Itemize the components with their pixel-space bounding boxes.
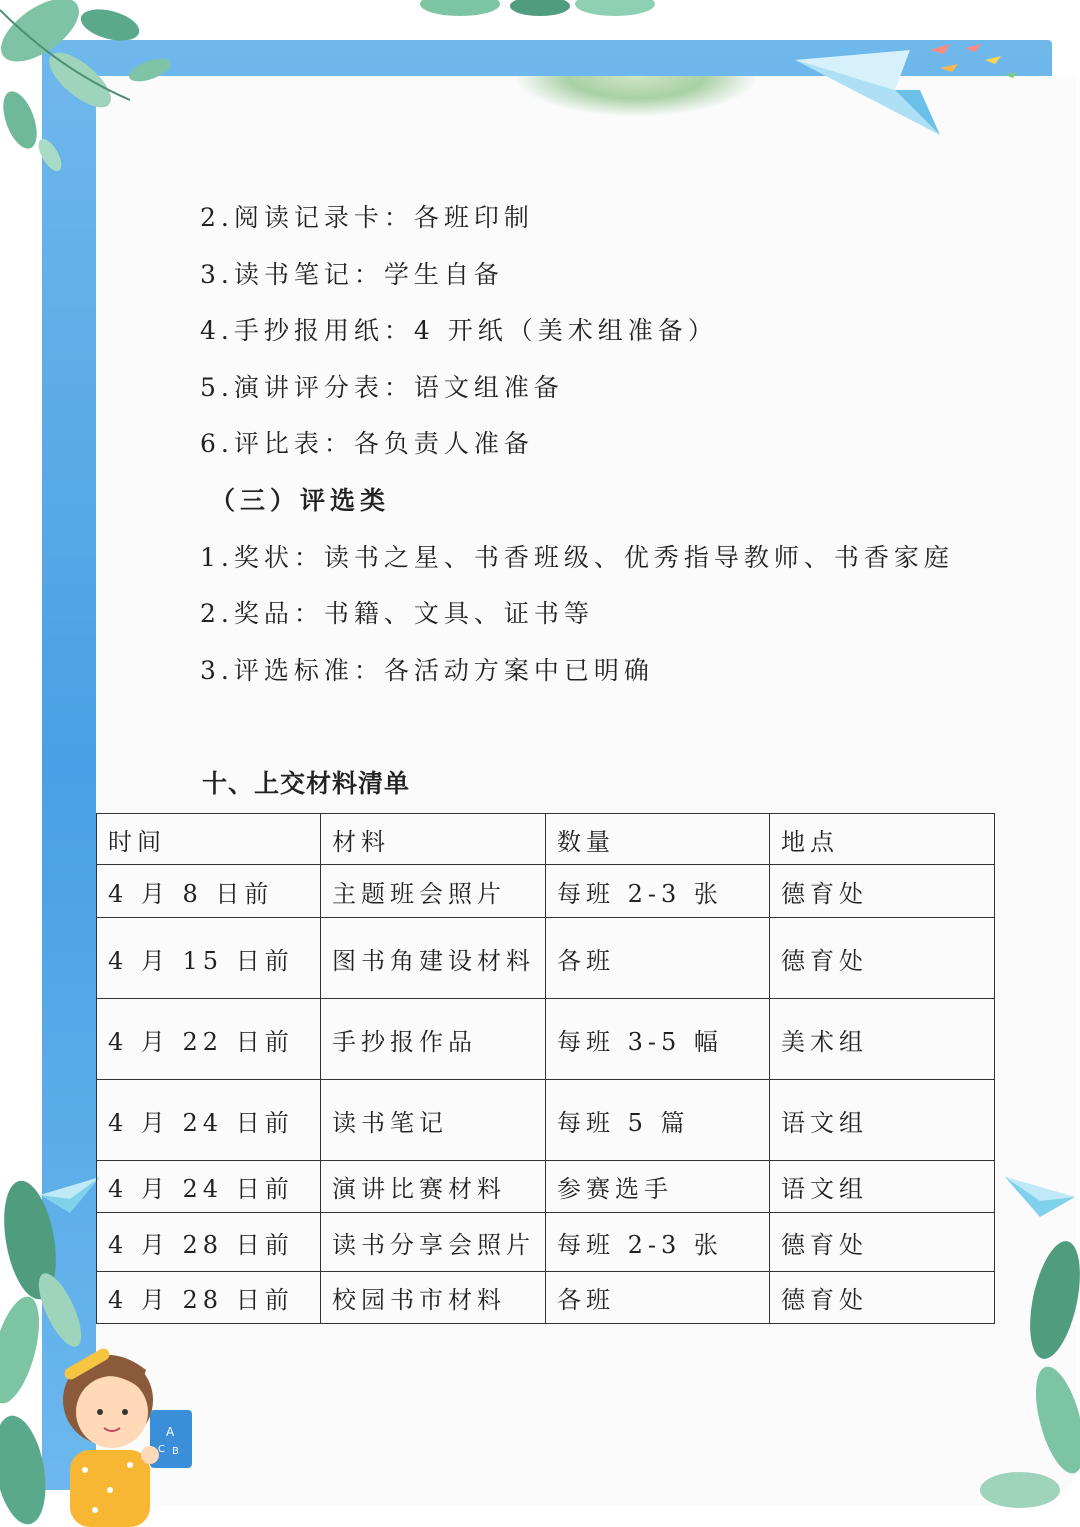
table-cell: 德育处 bbox=[770, 1213, 995, 1272]
table-cell: 演讲比赛材料 bbox=[321, 1161, 546, 1213]
table-cell: 读书分享会照片 bbox=[321, 1213, 546, 1272]
table-cell: 每班 5 篇 bbox=[546, 1080, 770, 1161]
header-cell: 数量 bbox=[546, 814, 770, 865]
text-line: 6.评比表：各负责人准备 bbox=[200, 429, 534, 459]
table-cell: 美术组 bbox=[770, 999, 995, 1080]
table-cell: 每班 3-5 幅 bbox=[546, 999, 770, 1080]
table-row bbox=[97, 1161, 995, 1213]
table-cell: 4 月 8 日前 bbox=[97, 865, 321, 918]
materials-table bbox=[96, 813, 995, 1324]
table-row bbox=[97, 1213, 995, 1272]
leaves-top-center-icon bbox=[420, 0, 660, 40]
table-cell: 图书角建设材料 bbox=[321, 918, 546, 999]
table-row bbox=[97, 999, 995, 1080]
table-row bbox=[97, 1272, 995, 1324]
table-cell: 4 月 24 日前 bbox=[97, 1080, 321, 1161]
table-cell: 手抄报作品 bbox=[321, 999, 546, 1080]
book-letter-c: C bbox=[158, 1444, 165, 1455]
table-cell: 德育处 bbox=[770, 918, 995, 999]
table-row bbox=[97, 865, 995, 918]
text-line: 3.评选标准：各活动方案中已明确 bbox=[200, 655, 654, 685]
girl-reading-illustration bbox=[40, 1340, 210, 1527]
header-cell: 地点 bbox=[770, 814, 995, 865]
table-cell: 4 月 15 日前 bbox=[97, 918, 321, 999]
table-cell: 4 月 28 日前 bbox=[97, 1272, 321, 1324]
table-cell: 每班 2-3 张 bbox=[546, 865, 770, 918]
book-letter-b: B bbox=[172, 1446, 179, 1457]
table-cell: 4 月 24 日前 bbox=[97, 1161, 321, 1213]
section-title: 十、上交材料清单 bbox=[202, 769, 411, 798]
table-cell: 读书笔记 bbox=[321, 1080, 546, 1161]
text-line: 3.读书笔记：学生自备 bbox=[200, 259, 504, 289]
subsection-heading: （三）评选类 bbox=[210, 485, 391, 515]
table-cell: 德育处 bbox=[770, 865, 995, 918]
book-letter-a: A bbox=[166, 1425, 175, 1439]
table-cell: 4 月 22 日前 bbox=[97, 999, 321, 1080]
table-cell: 4 月 28 日前 bbox=[97, 1213, 321, 1272]
table-cell: 德育处 bbox=[770, 1272, 995, 1324]
table-cell: 各班 bbox=[546, 918, 770, 999]
page-fold bbox=[516, 76, 756, 116]
text-line: 2.奖品：书籍、文具、证书等 bbox=[200, 599, 594, 629]
table-cell: 每班 2-3 张 bbox=[546, 1213, 770, 1272]
text-line: 5.演讲评分表：语文组准备 bbox=[200, 372, 564, 402]
text-line: 2.阅读记录卡：各班印制 bbox=[200, 203, 534, 232]
header-cell: 材料 bbox=[321, 814, 546, 865]
small-plane-right-icon bbox=[1005, 1175, 1075, 1220]
leaves-top-left-icon bbox=[0, 0, 200, 190]
header-cell: 时间 bbox=[97, 814, 321, 865]
paper-plane-icon bbox=[790, 30, 1030, 150]
table-header-row bbox=[97, 814, 995, 865]
content-lines bbox=[200, 196, 980, 705]
table-row bbox=[97, 918, 995, 999]
table-cell: 参赛选手 bbox=[546, 1161, 770, 1213]
table-cell: 主题班会照片 bbox=[321, 865, 546, 918]
table-cell: 语文组 bbox=[770, 1161, 995, 1213]
text-line: 4.手抄报用纸：4 开纸（美术组准备） bbox=[200, 316, 718, 346]
table-row bbox=[97, 1080, 995, 1161]
table-cell: 各班 bbox=[546, 1272, 770, 1324]
text-line: 1.奖状：读书之星、书香班级、优秀指导教师、书香家庭 bbox=[200, 542, 954, 572]
table-cell: 语文组 bbox=[770, 1080, 995, 1161]
table-cell: 校园书市材料 bbox=[321, 1272, 546, 1324]
